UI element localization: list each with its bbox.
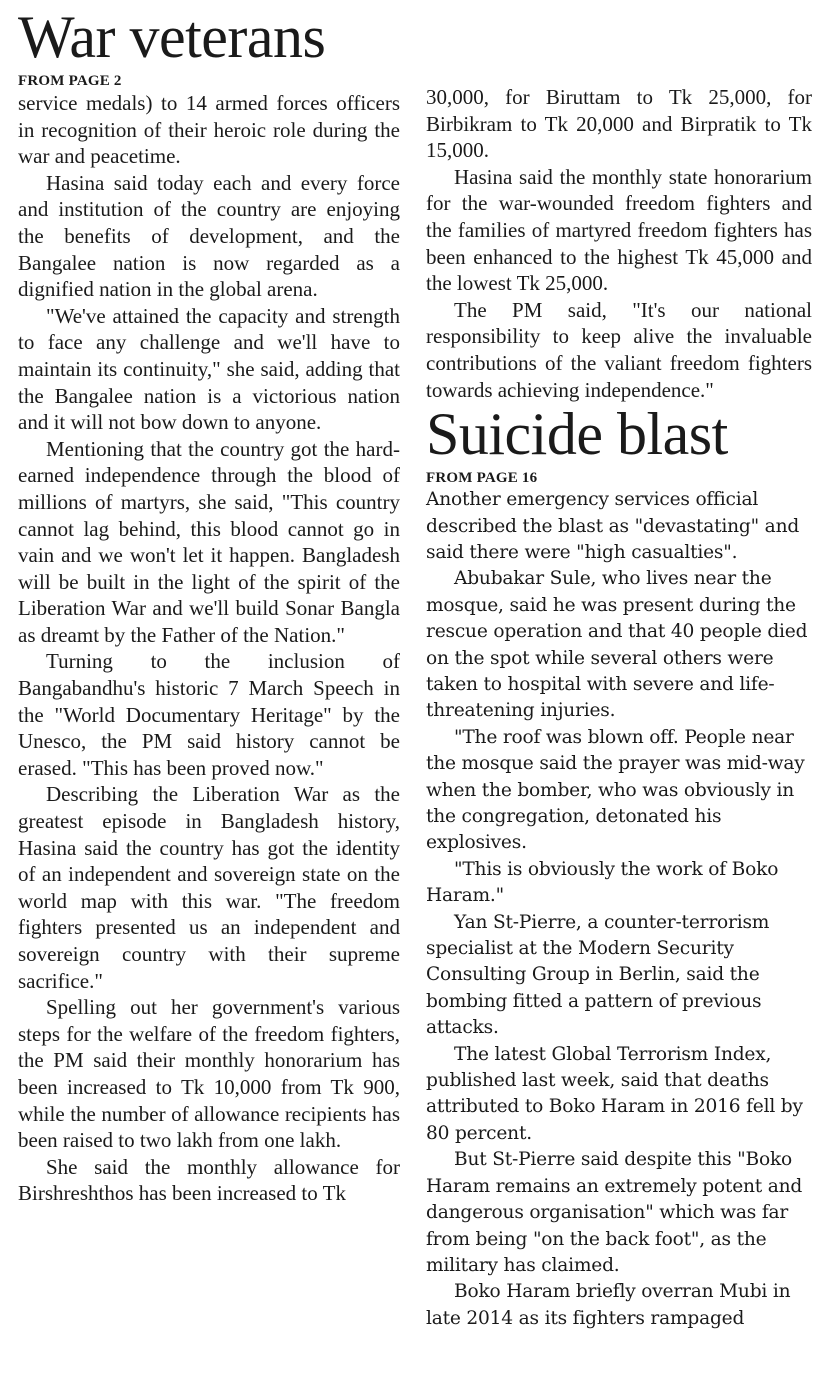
paragraph: Describing the Liberation War as the greatest episode in Bangladesh history, Hasina said the country has got the identity of an independent and sovereign state on the world map with this war. "The freedom fighters presented us an independent and sovereign country with their supreme sacrifice." (18, 782, 400, 993)
headline-war-veterans: War veterans (18, 4, 326, 70)
paragraph: Hasina said the monthly state honorarium for the war-wounded freedom fighters and the families of martyred freedom fighters has been enhanced to the highest Tk 45,000 and the lowest Tk 25,000. (426, 164, 812, 296)
article-body-war-veterans (18, 90, 400, 1207)
headline-suicide-blast: Suicide blast (426, 401, 728, 468)
paragraph: Hasina said today each and every force and institution of the country are enjoying the benefits of development, and the Bangalee nation is now regarded as a dignified nation in the global arena. (18, 170, 400, 302)
article-body-suicide-blast (426, 487, 812, 1332)
right-column (426, 0, 812, 1332)
paragraph: "This is obviously the work of Boko Haram." (426, 858, 779, 907)
paragraph: "The roof was blown off. People near the mosque said the prayer was mid-way when the bomber, who was obviously in the congregation, detonated his explosives. (426, 726, 805, 854)
paragraph: 30,000, for Biruttam to Tk 25,000, for Birbikram to Tk 20,000 and Birpratik to Tk 15,000. (426, 85, 812, 163)
paragraph: But St-Pierre said despite this "Boko Haram remains an extremely potent and dangerous organisation" which was far from being "on the back foot", as the military has claimed. (426, 1149, 803, 1276)
from-page-label: FROM PAGE 2 (18, 73, 122, 89)
paragraph: Boko Haram briefly overran Mubi in late 2014 as its fighters rampaged (426, 1281, 791, 1329)
paragraph: "We've attained the capacity and strength to face any challenge and we'll have to maintain its continuity," she said, adding that the Bangalee nation is a victorious nation and it will not bow down to anyone. (18, 303, 400, 435)
paragraph: Another emergency services official described the blast as "devastating" and said there were "high casualties". (426, 489, 800, 563)
paragraph: service medals) to 14 armed forces officers in recognition of their heroic role during the war and peacetime. (18, 91, 400, 169)
paragraph: Abubakar Sule, who lives near the mosque, said he was present during the rescue operation and that 40 people died on the spot while several others were taken to hospital with severe and life-threatening injuries. (426, 568, 808, 722)
paragraph: The latest Global Terrorism Index, published last week, said that deaths attributed to Boko Haram in 2016 fell by 80 percent. (426, 1043, 803, 1144)
paragraph: Yan St-Pierre, a counter-terrorism specialist at the Modern Security Consulting Group in Berlin, said the bombing fitted a pattern of previous attacks. (426, 911, 770, 1039)
paragraph: Mentioning that the country got the hard-earned independence through the blood of millions of martyrs, she said, "This country cannot lag behind, this blood cannot go in vain and we won't let it happen. Bangladesh will be built in the light of the spirit of the Liberation War and we'll build Sonar Bangla as dreamt by the Father of the Nation." (18, 436, 400, 647)
paragraph: She said the monthly allowance for Birshreshthos has been increased to Tk (18, 1154, 400, 1206)
from-page-label: FROM PAGE 16 (426, 470, 538, 487)
paragraph: Turning to the inclusion of Bangabandhu's historic 7 March Speech in the "World Documentary Heritage" by the Unesco, the PM said history cannot be erased. "This has been proved now." (18, 649, 400, 780)
paragraph: Spelling out her government's various steps for the welfare of the freedom fighters, the PM said their monthly honorarium has been increased to Tk 10,000 from Tk 900, while the number of allowance recipients has been raised to two lakh from one lakh. (18, 995, 400, 1153)
paragraph: The PM said, "It's our national responsibility to keep alive the invaluable contributions of the valiant freedom fighters towards achieving independence." (426, 297, 812, 402)
article-body-war-veterans-continued (426, 84, 812, 403)
left-column (18, 0, 400, 1207)
